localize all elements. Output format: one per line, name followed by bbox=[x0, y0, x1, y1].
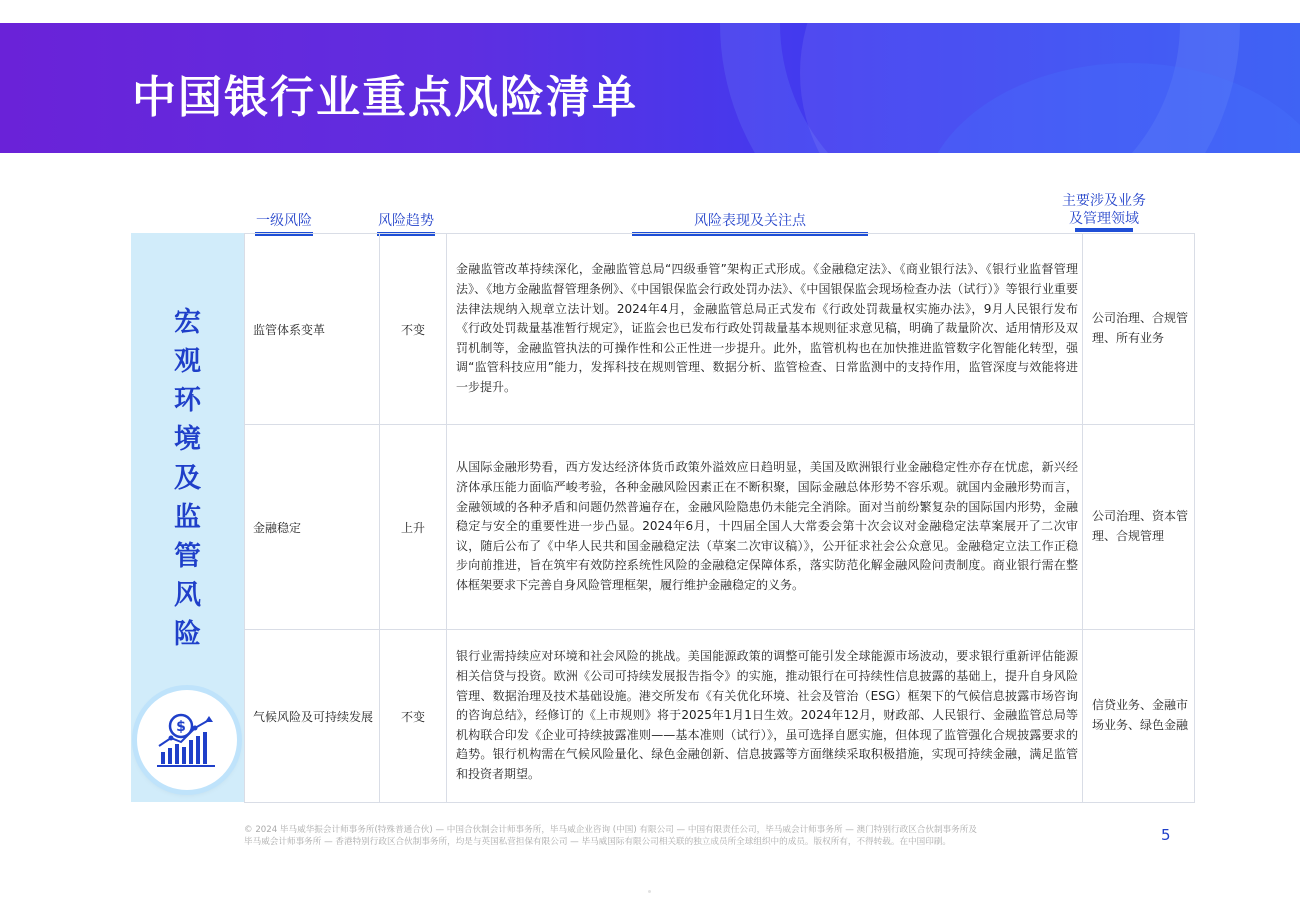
header-risk-trend: 风险趋势 bbox=[370, 210, 442, 230]
header-level1-risk: 一级风险 bbox=[244, 210, 324, 230]
decorative-dot bbox=[648, 890, 651, 893]
risk-name: 气候风险及可持续发展 bbox=[245, 630, 380, 803]
business-areas: 信贷业务、金融市场业务、绿色金融 bbox=[1083, 630, 1195, 803]
table-row bbox=[245, 234, 1195, 425]
business-areas: 公司治理、合规管理、所有业务 bbox=[1083, 234, 1195, 425]
finance-growth-icon bbox=[137, 690, 237, 790]
business-areas: 公司治理、资本管理、合规管理 bbox=[1083, 425, 1195, 630]
header-risk-detail: 风险表现及关注点 bbox=[438, 210, 1062, 230]
table-row bbox=[245, 630, 1195, 803]
risk-detail: 银行业需持续应对环境和社会风险的挑战。美国能源政策的调整可能引发全球能源市场波动，要求银行重新评估能源相关信贷与投资。欧洲《公司可持续发展报告指令》的实施，推动银行在可持续性信息披露的基础上，提升自身风险管理、数据治理及技术基础设施。港交所发布《有关优化环境、社会及管治（ESG）框架下的气候信息披露市场咨询的咨询总结》，经修订的《上市规则》将于2025年1月1日生效。2024年12月，财政部、人民银行、金融监管总局等机构联合印发《企业可持续披露准则——基本准则（试行）》，虽可选择自愿实施，但体现了监管强化合规披露要求的趋势。银行机构需在气候风险量化、绿色金融创新、信息披露等方面继续采取积极措施，实现可持续金融，满足监管和投资者期望。 bbox=[447, 630, 1083, 803]
svg-text:$: $ bbox=[176, 719, 186, 735]
header-business-areas: 主要涉及业务 及管理领域 bbox=[1052, 192, 1156, 228]
risk-name: 金融稳定 bbox=[245, 425, 380, 630]
title-banner bbox=[0, 23, 1300, 153]
page-title: 中国银行业重点风险清单 bbox=[132, 72, 638, 123]
copyright-footer: © 2024 毕马威华振会计师事务所(特殊普通合伙) — 中国合伙制会计师事务所，毕马威企业咨询 (中国) 有限公司 — 中国有限责任公司，毕马威会计师事务所 — 澳门特别行政区合伙制事务所及 毕马威会计师事务所 — 香港特别行政区合伙制事务所，均是与英国私营担保有限公司 — 毕马威国际有限公司相关联的独立成员所全球组织中的成员。版权所有，不得转载。在中国印刷。 bbox=[244, 825, 977, 847]
category-label: 宏 观 环 境 及 监 管 风 险 bbox=[174, 307, 201, 650]
risk-trend: 不变 bbox=[380, 234, 447, 425]
table-row bbox=[245, 425, 1195, 630]
risk-table bbox=[244, 233, 1195, 803]
risk-trend: 上升 bbox=[380, 425, 447, 630]
risk-trend: 不变 bbox=[380, 630, 447, 803]
risk-detail: 从国际金融形势看，西方发达经济体货币政策外溢效应日趋明显，美国及欧洲银行业金融稳定性亦存在忧虑，新兴经济体承压能力面临严峻考验，各种金融风险因素正在不断积聚，国际金融总体形势不容乐观。就国内金融形势而言，金融领域的各种矛盾和问题仍然普遍存在，金融风险隐患仍未能完全消除。面对当前纷繁复杂的国际国内形势，金融稳定与安全的重要性进一步凸显。2024年6月，十四届全国人大常委会第十次会议对金融稳定法草案展开了二次审议，随后公布了《中华人民共和国金融稳定法（草案二次审议稿）》，公开征求社会公众意见。金融稳定立法工作正稳步向前推进，旨在筑牢有效防控系统性风险的金融稳定保障体系，落实防范化解金融风险问责制度。商业银行需在整体框架要求下完善自身风险管理框架，履行维护金融稳定的义务。 bbox=[447, 425, 1083, 630]
risk-name: 监管体系变革 bbox=[245, 234, 380, 425]
page-number: 5 bbox=[1161, 826, 1171, 844]
risk-detail: 金融监管改革持续深化，金融监管总局“四级垂管”架构正式形成。《金融稳定法》、《商业银行法》、《银行业监督管理法》、《地方金融监督管理条例》、《中国银保监会行政处罚办法》、《中国银保监会现场检查办法（试行）》等银行业重要法律法规纳入规章立法计划。2024年4月，金融监管总局正式发布《行政处罚裁量权实施办法》，9月人民银行发布《行政处罚裁量基准暂行规定》，证监会也已发布行政处罚裁量基本规则征求意见稿，明确了裁量阶次、适用情形及双罚机制等，金融监管执法的可操作性和公正性进一步提升。此外，监管机构也在加快推进监管数字化智能化转型，强调“监管科技应用”能力，发挥科技在规则管理、数据分析、监管检查、日常监测中的支持作用，监管深度与效能将进一步提升。 bbox=[447, 234, 1083, 425]
